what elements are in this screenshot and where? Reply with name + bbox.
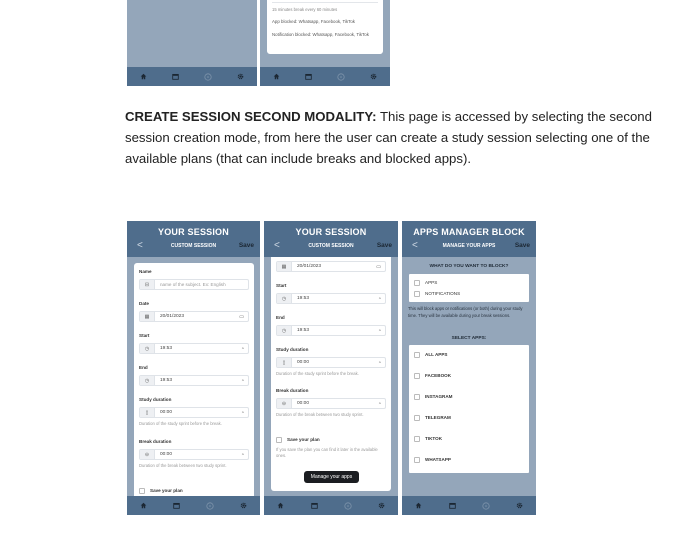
calendar-picker-icon[interactable]: ▭ bbox=[239, 313, 244, 320]
end-input[interactable] bbox=[139, 375, 249, 386]
gear-icon[interactable] bbox=[514, 501, 524, 511]
bottom-nav bbox=[260, 67, 390, 86]
study-duration-label: Study duration bbox=[139, 397, 172, 402]
app-item-all-apps[interactable]: ALL APPS bbox=[414, 352, 447, 358]
name-placeholder: name of the subject. Ex: English bbox=[160, 282, 226, 287]
manage-apps-button[interactable]: Manage your apps bbox=[304, 471, 359, 483]
block-info: This will block apps or notifications (or both) during your study time. They will be available during your break sessions. bbox=[408, 306, 523, 318]
study-duration-value: 00:00 bbox=[297, 360, 310, 365]
start-input[interactable] bbox=[276, 293, 386, 304]
select-apps-heading: SELECT APPS: bbox=[451, 336, 487, 341]
end-value: 19:53 bbox=[297, 328, 310, 333]
checkbox[interactable] bbox=[414, 436, 420, 442]
date-value: 20/01/2023 bbox=[297, 264, 322, 269]
start-value: 19:53 bbox=[160, 346, 173, 351]
top-right-screen bbox=[260, 0, 390, 86]
gear-icon[interactable] bbox=[236, 72, 246, 82]
checkbox[interactable] bbox=[414, 373, 420, 379]
plan-card bbox=[267, 0, 383, 54]
app-item-facebook[interactable]: FACEBOOK bbox=[414, 373, 451, 379]
date-label: Date bbox=[139, 301, 149, 306]
end-input[interactable] bbox=[276, 325, 386, 336]
bottom-nav bbox=[264, 496, 398, 515]
book-icon: ⊟ bbox=[140, 280, 155, 289]
study-duration-value: 00:00 bbox=[160, 410, 173, 415]
back-button[interactable]: < bbox=[137, 240, 143, 251]
option-apps[interactable]: APPS bbox=[414, 280, 437, 286]
study-duration-input[interactable] bbox=[139, 407, 249, 418]
save-plan-help: If you save the plan you can find it later in the available ones. bbox=[276, 447, 378, 458]
back-button[interactable]: < bbox=[412, 240, 418, 251]
study-duration-help: Duration of the study sprint before the break. bbox=[276, 371, 359, 376]
time-picker-icon[interactable]: ◔ bbox=[240, 409, 244, 416]
gear-icon[interactable] bbox=[238, 501, 248, 511]
calendar-icon[interactable] bbox=[309, 501, 319, 511]
home-icon[interactable] bbox=[139, 501, 149, 511]
break-duration-help: Duration of the break between two study sprint. bbox=[276, 412, 364, 417]
calendar-icon[interactable] bbox=[447, 501, 457, 511]
name-label: Name bbox=[139, 269, 152, 274]
bottom-nav bbox=[402, 496, 536, 515]
header bbox=[402, 221, 536, 257]
clock-icon: ◷ bbox=[140, 376, 155, 385]
time-picker-icon[interactable]: ◔ bbox=[377, 400, 381, 407]
end-label: End bbox=[276, 315, 285, 320]
time-picker-icon[interactable]: ◔ bbox=[240, 377, 244, 384]
break-duration-label: Break duration bbox=[276, 388, 309, 393]
block-options-card bbox=[409, 274, 529, 302]
checkbox[interactable] bbox=[414, 291, 420, 297]
checkbox[interactable] bbox=[414, 352, 420, 358]
back-button[interactable]: < bbox=[274, 240, 280, 251]
clock-icon: ◷ bbox=[140, 344, 155, 353]
bottom-nav bbox=[127, 67, 257, 86]
save-plan-checkbox[interactable]: Save your plan bbox=[139, 488, 183, 494]
date-input[interactable] bbox=[139, 311, 249, 322]
date-input[interactable] bbox=[276, 261, 386, 272]
header-title: YOUR SESSION bbox=[295, 227, 367, 237]
timer-icon[interactable] bbox=[205, 501, 215, 511]
date-value: 20/01/2023 bbox=[160, 314, 185, 319]
book-open-icon: ▯ bbox=[277, 358, 292, 367]
app-item-whatsapp[interactable]: WHATSAPP bbox=[414, 457, 451, 463]
calendar-icon[interactable] bbox=[172, 501, 182, 511]
clock-icon: ◷ bbox=[277, 294, 292, 303]
start-input[interactable] bbox=[139, 343, 249, 354]
break-duration-input[interactable] bbox=[276, 398, 386, 409]
study-duration-input[interactable] bbox=[276, 357, 386, 368]
break-info: 15 minutes break every 60 minutes bbox=[272, 7, 338, 12]
checkbox[interactable] bbox=[276, 437, 282, 443]
header-subtitle: CUSTOM SESSION bbox=[308, 243, 354, 249]
app-item-tiktok[interactable]: TIKTOK bbox=[414, 436, 442, 442]
save-button[interactable]: Save bbox=[514, 242, 530, 249]
calendar-icon: ▦ bbox=[140, 312, 155, 321]
break-duration-label: Break duration bbox=[139, 439, 172, 444]
header-subtitle: MANAGE YOUR APPS bbox=[442, 243, 496, 249]
app-item-telegram[interactable]: TELEGRAM bbox=[414, 415, 451, 421]
start-value: 19:53 bbox=[297, 296, 310, 301]
save-button[interactable]: Save bbox=[238, 242, 254, 249]
block-question: WHAT DO YOU WANT TO BLOCK? bbox=[429, 264, 509, 269]
save-plan-checkbox[interactable]: Save your plan bbox=[276, 437, 320, 443]
header bbox=[264, 221, 398, 257]
header-title: APPS MANAGER BLOCK bbox=[413, 227, 525, 237]
break-duration-value: 00:00 bbox=[297, 401, 310, 406]
timer-icon[interactable] bbox=[481, 501, 491, 511]
app-item-instagram[interactable]: INSTAGRAM bbox=[414, 394, 452, 400]
description-heading: CREATE SESSION SECOND MODALITY: bbox=[125, 109, 377, 124]
calendar-icon: ▦ bbox=[277, 262, 292, 271]
session-form bbox=[271, 257, 391, 491]
checkbox[interactable] bbox=[414, 457, 420, 463]
timer-icon[interactable] bbox=[343, 501, 353, 511]
apps-blocked: App blocked: Whatsapp, Facebook, TikTok bbox=[272, 19, 355, 24]
calendar-picker-icon[interactable]: ▭ bbox=[376, 263, 381, 270]
time-picker-icon[interactable]: ◔ bbox=[377, 295, 381, 302]
header-title: YOUR SESSION bbox=[158, 227, 229, 237]
time-picker-icon[interactable]: ◔ bbox=[377, 327, 381, 334]
session-form bbox=[134, 263, 254, 503]
book-open-icon: ▯ bbox=[140, 408, 155, 417]
clock-icon: ◷ bbox=[277, 326, 292, 335]
header bbox=[127, 221, 260, 257]
gear-icon[interactable] bbox=[369, 72, 379, 82]
home-icon[interactable] bbox=[271, 72, 281, 82]
screen-apps-manager bbox=[402, 221, 536, 515]
end-value: 19:53 bbox=[160, 378, 173, 383]
save-button[interactable]: Save bbox=[376, 242, 392, 249]
home-icon[interactable] bbox=[276, 501, 286, 511]
checkbox[interactable] bbox=[414, 415, 420, 421]
break-duration-help: Duration of the break between two study sprint. bbox=[139, 463, 227, 468]
start-label: Start bbox=[276, 283, 287, 288]
timer-icon[interactable] bbox=[336, 72, 346, 82]
home-icon[interactable] bbox=[414, 501, 424, 511]
name-input[interactable] bbox=[139, 279, 249, 290]
coffee-icon: ⊖ bbox=[140, 450, 155, 459]
header-subtitle: CUSTOM SESSION bbox=[170, 243, 217, 249]
end-label: End bbox=[139, 365, 148, 370]
notifications-blocked: Notification blocked: Whatsapp, Facebook, TikTok bbox=[272, 32, 369, 37]
screen-custom-session-1 bbox=[127, 221, 260, 515]
checkbox[interactable] bbox=[414, 280, 420, 286]
home-icon[interactable] bbox=[138, 72, 148, 82]
gear-icon[interactable] bbox=[376, 501, 386, 511]
checkbox[interactable] bbox=[414, 394, 420, 400]
time-picker-icon[interactable]: ◔ bbox=[377, 359, 381, 366]
time-picker-icon[interactable]: ◔ bbox=[240, 345, 244, 352]
calendar-icon[interactable] bbox=[171, 72, 181, 82]
time-picker-icon[interactable]: ◔ bbox=[240, 451, 244, 458]
break-duration-input[interactable] bbox=[139, 449, 249, 460]
apps-list-card bbox=[409, 345, 529, 473]
coffee-icon: ⊖ bbox=[277, 399, 292, 408]
description-paragraph bbox=[125, 106, 655, 169]
study-duration-help: Duration of the study sprint before the break. bbox=[139, 421, 222, 426]
start-label: Start bbox=[139, 333, 150, 338]
timer-icon[interactable] bbox=[203, 72, 213, 82]
calendar-icon[interactable] bbox=[304, 72, 314, 82]
description-body: This page is accessed by selecting the second session creation mode, from here the user can create a study session selecting one of the available plans (that can include breaks and blocked apps). bbox=[125, 109, 652, 166]
break-duration-value: 00:00 bbox=[160, 452, 173, 457]
top-left-screen bbox=[127, 0, 257, 86]
study-duration-label: Study duration bbox=[276, 347, 309, 352]
screen-custom-session-2 bbox=[264, 221, 398, 515]
checkbox[interactable] bbox=[139, 488, 145, 494]
option-notifications[interactable]: NOTIFICATIONS bbox=[414, 291, 460, 297]
bottom-nav bbox=[127, 496, 260, 515]
